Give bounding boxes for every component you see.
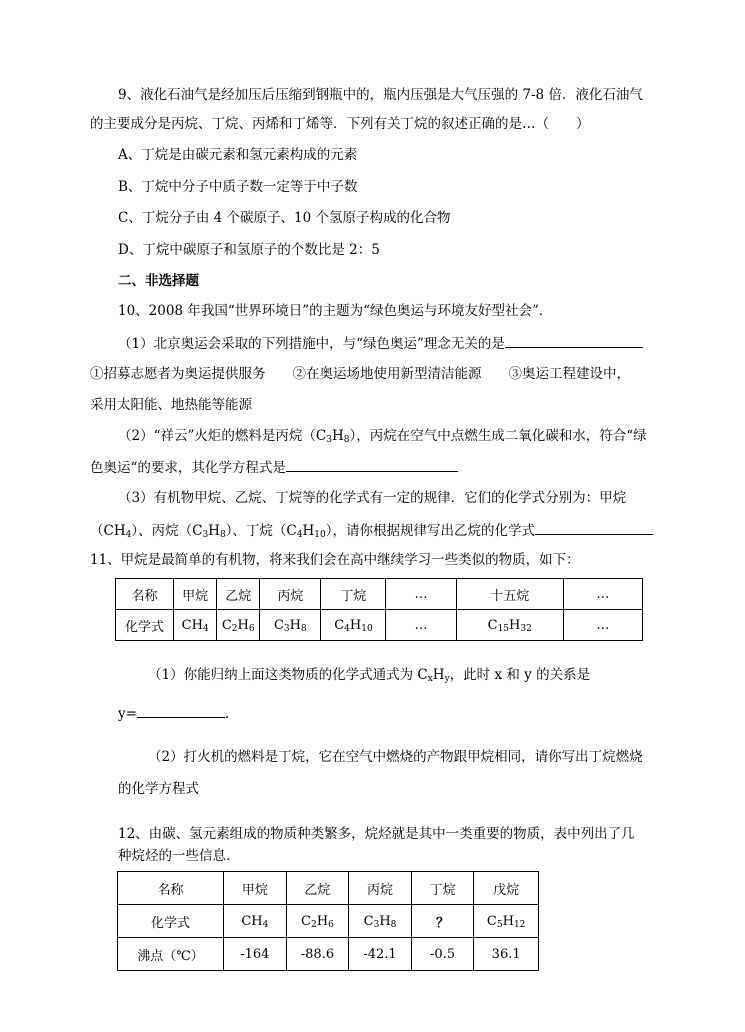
q12-header-cell: 丁烷: [411, 872, 473, 905]
q10-part3-text-d: ），请你根据规律写出乙烷的化学式: [325, 523, 535, 539]
q12-formula-row: [118, 905, 539, 938]
q10-part3-line2: $(CH_4)$、丙烷$(C_3H_8)$、丁烷$(C_4H_{10})$，请你根据规律写出乙烷的化学式: [90, 520, 653, 540]
q12-formula-cell: $C_2H_6$: [286, 905, 349, 938]
q11-formula-cell: $CH_4$: [174, 610, 217, 641]
q10-part2-blank[interactable]: [286, 457, 458, 472]
q10-part3-text-b: ）、丙烷（C: [131, 523, 203, 539]
q10-part3-line1: （3）有机物甲烷、乙烷、丁烷等的化学式有一定的规律．它们的化学式分别为：甲烷: [118, 490, 627, 506]
q11-header-cell: …: [386, 579, 456, 610]
section-heading: 二、非选择题: [118, 273, 199, 289]
q11-table: [115, 578, 643, 641]
q11-formula-cell: …: [386, 610, 456, 641]
q11-formula-cell: $C_{15}H_{32}$: [456, 610, 563, 641]
q11-row-label: 化学式: [116, 610, 174, 641]
q10-part1-text: （1）北京奥运会采取的下列措施中，与“绿色奥运”理念无关的是: [118, 336, 505, 352]
q11-part1-answer-prefix: y=: [118, 706, 137, 722]
q11-header-cell: 十五烷: [456, 579, 563, 610]
q12-row-label: 沸点（℃）: [118, 938, 224, 971]
q10-part2-text-c: 色奥运“的要求，其化学方程式是: [90, 460, 286, 476]
q11-stem: 11、甲烷是最简单的有机物，将来我们会在高中继续学习一些类似的物质，如下：: [90, 552, 580, 568]
q10-part2-text-b: ），丙烷在空气中点燃生成二氧化碳和水，符合“绿: [349, 428, 647, 444]
q11-formula-cell: $C_3H_8$: [260, 610, 321, 641]
q10-part3-text-a: （CH: [90, 523, 126, 539]
q11-part2-line2: 的化学方程式: [118, 781, 199, 797]
q10-part2-line1: （2）“祥云”火炬的燃料是丙烷$(C_3H_8)$，丙烷在空气中点燃生成二氧化碳和水，符合“绿: [118, 428, 647, 445]
q12-formula-cell: ？: [411, 905, 473, 938]
q10-part1-blank[interactable]: [505, 333, 643, 348]
q12-bp-cell: 36.1: [474, 938, 539, 971]
q11-part1-text-b: ，此时 x 和 y 的关系是: [449, 667, 591, 683]
q12-row-label: 化学式: [118, 905, 224, 938]
q12-table: [117, 871, 539, 971]
q11-part1-text: （1）你能归纳上面这类物质的化学式通式为 C: [148, 667, 428, 683]
q11-header-row: [116, 579, 643, 610]
q12-header-cell: 戊烷: [474, 872, 539, 905]
q12-stem-line2: 种烷烃的一些信息．: [118, 848, 240, 864]
q11-part2-line1: （2）打火机的燃料是丁烷，它在空气中燃烧的产物跟甲烷相同，请你写出丁烷燃烧: [148, 749, 643, 765]
q12-bp-cell: -42.1: [349, 938, 412, 971]
q12-stem-line1: 12、由碳、氢元素组成的物质种类繁多，烷烃就是其中一类重要的物质，表中列出了几: [118, 826, 635, 842]
q11-header-cell: 丁烷: [321, 579, 386, 610]
q9-option-a: A、丁烷是由碳元素和氢元素构成的元素: [118, 147, 358, 163]
q11-header-cell: 丙烷: [260, 579, 321, 610]
q10-part1-options-cont: 采用太阳能、地热能等能源: [90, 397, 252, 413]
q10-part2-line2: [90, 457, 458, 477]
q11-formula-row: [116, 610, 643, 641]
q9-stem-line2: 的主要成分是丙烷、丁烷、丙烯和丁烯等．下列有关丁烷的叙述正确的是…（ ）: [90, 116, 590, 132]
q12-bp-cell: -88.6: [286, 938, 349, 971]
q11-part1-blank[interactable]: [137, 703, 225, 718]
q10-part2-text-a: （2）“祥云”火炬的燃料是丙烷（C: [118, 428, 327, 444]
q9-stem-line1: 9、液化石油气是经加压后压缩到钢瓶中的，瓶内压强是大气压强的 7-8 倍．液化石油气: [118, 87, 643, 103]
q11-header-cell: …: [563, 579, 642, 610]
q11-part1-line1: （1）你能归纳上面这类物质的化学式通式为 $C_xH_y$，此时 x 和 y 的关系是: [148, 667, 591, 684]
q11-formula-cell: $C_2H_6$: [217, 610, 260, 641]
q12-boiling-row: [118, 938, 539, 971]
q11-part1-line2: y= ．: [118, 703, 238, 723]
q12-header-row: [118, 872, 539, 905]
q12-bp-cell: -0.5: [411, 938, 473, 971]
q10-part1: [118, 333, 643, 353]
q12-header-cell: 名称: [118, 872, 224, 905]
q9-option-b: B、丁烷中分子中质子数一定等于中子数: [118, 179, 358, 195]
q12-header-cell: 甲烷: [224, 872, 287, 905]
q11-formula-cell: …: [563, 610, 642, 641]
q10-part3-blank[interactable]: [535, 520, 653, 535]
q12-formula-cell: $C_3H_8$: [349, 905, 412, 938]
q12-header-cell: 丙烷: [349, 872, 412, 905]
q12-header-cell: 乙烷: [286, 872, 349, 905]
q12-formula-cell: $C_5H_{12}$: [474, 905, 539, 938]
q12-bp-cell: -164: [224, 938, 287, 971]
q10-stem: 10、2008 年我国“世界环境日”的主题为“绿色奥运与环境友好型社会”．: [118, 303, 553, 319]
q10-part3-text-c: ）、丁烷（C: [225, 523, 297, 539]
q11-header-cell: 甲烷: [174, 579, 217, 610]
q11-header-cell: 乙烷: [217, 579, 260, 610]
q11-formula-cell: $C_4H_{10}$: [321, 610, 386, 641]
q11-header-cell: 名称: [116, 579, 174, 610]
q12-formula-cell: $CH_4$: [224, 905, 287, 938]
q10-part1-options: ①招募志愿者为奥运提供服务 ②在奥运场地使用新型清洁能源 ③奥运工程建设中，: [90, 366, 630, 382]
q9-option-d: D、丁烷中碳原子和氢原子的个数比是 2：5: [118, 242, 380, 258]
q9-option-c: C、丁烷分子由 4 个碳原子、10 个氢原子构成的化合物: [118, 210, 451, 226]
